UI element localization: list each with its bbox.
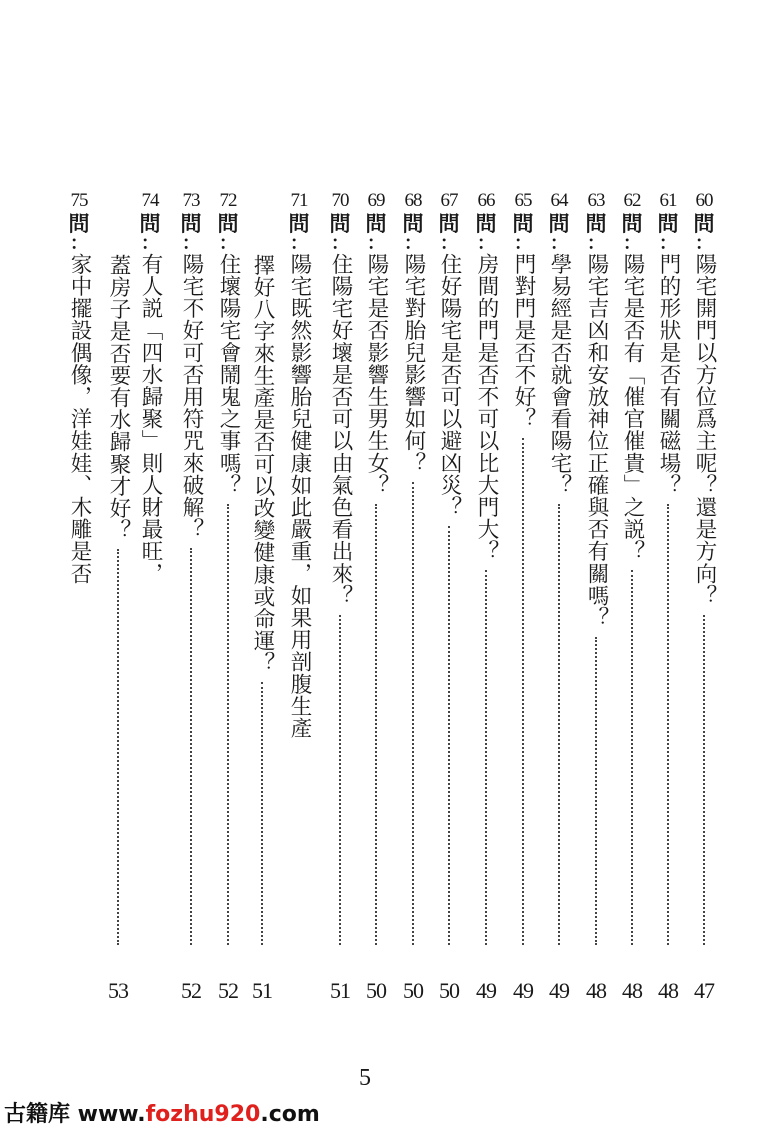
question-label: 問: [585, 211, 607, 236]
toc-entry[interactable]: [650, 190, 686, 496]
dot-leader: [227, 504, 231, 945]
question-colon: ：: [623, 233, 641, 254]
toc-page-ref: 52: [218, 978, 238, 1003]
question-number: 73: [182, 190, 200, 211]
toc-page-ref: 50: [403, 978, 423, 1003]
question-label: 問: [139, 211, 161, 236]
dot-leader: [595, 637, 599, 945]
toc-entry-continuation: [244, 254, 280, 674]
toc-entry[interactable]: [614, 190, 650, 562]
question-colon: ：: [587, 233, 605, 254]
question-number: 70: [331, 190, 349, 211]
toc-entry[interactable]: [431, 190, 467, 518]
question-label: 問: [68, 211, 90, 236]
toc-page-ref: 48: [622, 978, 642, 1003]
question-text: 住好陽宅是否可以避凶災？: [437, 253, 462, 519]
toc-entry-continuation: [100, 254, 136, 541]
question-number: 68: [404, 190, 422, 211]
question-colon: ：: [550, 233, 568, 254]
question-text: 家中擺設偶像，洋娃娃、木雕是否: [67, 253, 92, 585]
question-number: 65: [514, 190, 532, 211]
question-colon: ：: [367, 233, 385, 254]
toc-entry[interactable]: [281, 190, 317, 739]
question-number: 61: [659, 190, 677, 211]
question-label: 問: [548, 211, 570, 236]
question-colon: ：: [219, 233, 237, 254]
toc-entry[interactable]: [578, 190, 614, 629]
question-label: 問: [217, 211, 239, 236]
question-number: 66: [477, 190, 495, 211]
question-label: 問: [438, 211, 460, 236]
question-number: 67: [440, 190, 458, 211]
toc-page-ref: 49: [549, 978, 569, 1003]
question-text: 陽宅是否有「催官催貴」之説？: [620, 253, 645, 563]
dot-leader: [339, 615, 343, 945]
question-colon: ：: [141, 233, 159, 254]
dot-leader: [703, 615, 707, 945]
dot-leader: [375, 504, 379, 945]
toc-page-ref: 48: [586, 978, 606, 1003]
dot-leader: [190, 548, 194, 945]
dot-leader: [117, 549, 121, 945]
toc-entry[interactable]: [132, 190, 168, 585]
question-text: 陽宅不好可否用符咒來破解？: [179, 253, 204, 541]
question-label: 問: [512, 211, 534, 236]
question-text: 陽宅對胎兒影響如何？: [401, 253, 426, 474]
question-text: 房間的門是否不可以比大門大？: [474, 253, 499, 563]
question-colon: ：: [659, 233, 677, 254]
dot-leader: [667, 504, 671, 945]
toc-page-ref: 49: [476, 978, 496, 1003]
question-text: 住陽宅好壞是否可以由氣色看出來？: [328, 253, 353, 607]
question-text: 陽宅既然影響胎兒健康如此嚴重，如果用剖腹生產: [287, 253, 312, 740]
question-number: 74: [141, 190, 159, 211]
watermark-brand: fozhu920: [145, 1102, 261, 1127]
question-colon: ：: [290, 233, 308, 254]
question-colon: ：: [331, 233, 349, 254]
question-colon: ：: [70, 233, 88, 254]
question-colon: ：: [514, 233, 532, 254]
question-number: 69: [367, 190, 385, 211]
question-number: 63: [587, 190, 605, 211]
question-label: 問: [657, 211, 679, 236]
toc-page-ref: 49: [513, 978, 533, 1003]
question-label: 問: [621, 211, 643, 236]
toc-page-ref: 48: [658, 978, 678, 1003]
question-number: 64: [550, 190, 568, 211]
question-label: 問: [693, 211, 715, 236]
question-text: 有人説「四水歸聚」則人財最旺，: [138, 253, 163, 585]
dot-leader: [261, 682, 265, 945]
site-watermark[interactable]: [4, 1097, 320, 1128]
dot-leader: [412, 482, 416, 945]
question-colon: ：: [182, 233, 200, 254]
page-number: 5: [359, 1065, 371, 1091]
question-label: 問: [288, 211, 310, 236]
toc-entry[interactable]: [322, 190, 358, 607]
question-text: 住壞陽宅會鬧鬼之事嗎？: [216, 253, 241, 497]
toc-entry[interactable]: [61, 190, 97, 585]
toc-entry[interactable]: [505, 190, 541, 430]
question-number: 60: [695, 190, 713, 211]
toc-page-ref: 51: [330, 978, 350, 1003]
question-label: 問: [180, 211, 202, 236]
dot-leader: [631, 570, 635, 945]
toc-page-ref: 50: [439, 978, 459, 1003]
question-label: 問: [475, 211, 497, 236]
question-label: 問: [329, 211, 351, 236]
question-text-continued: 擇好八字來生產是否可以改變健康或命運？: [250, 254, 275, 674]
toc-page-ref: 53: [108, 978, 128, 1003]
question-colon: ：: [440, 233, 458, 254]
dot-leader: [558, 504, 562, 945]
toc-page-ref: 47: [694, 978, 714, 1003]
toc-entry[interactable]: [541, 190, 577, 496]
question-number: 71: [290, 190, 308, 211]
question-text: 學易經是否就會看陽宅？: [547, 253, 572, 497]
toc-entry[interactable]: [358, 190, 394, 496]
question-label: 問: [402, 211, 424, 236]
question-text: 門的形狀是否有關磁場？: [656, 253, 681, 497]
question-colon: ：: [477, 233, 495, 254]
toc-page-ref: 50: [366, 978, 386, 1003]
dot-leader: [485, 570, 489, 945]
watermark-suffix: .com: [260, 1102, 320, 1127]
toc-entry[interactable]: [686, 190, 722, 607]
question-text-continued: 蓋房子是否要有水歸聚才好？: [106, 254, 131, 542]
dot-leader: [448, 526, 452, 945]
question-text: 門對門是否不好？: [511, 253, 536, 430]
toc-page-ref: 51: [252, 978, 272, 1003]
question-colon: ：: [695, 233, 713, 254]
question-text: 陽宅是否影響生男生女？: [364, 253, 389, 497]
toc-entry[interactable]: [173, 190, 209, 540]
dot-leader: [522, 438, 526, 945]
question-number: 75: [70, 190, 88, 211]
question-colon: ：: [404, 233, 422, 254]
question-number: 62: [623, 190, 641, 211]
question-label: 問: [365, 211, 387, 236]
toc-entry[interactable]: [395, 190, 431, 474]
question-number: 72: [219, 190, 237, 211]
question-text: 陽宅開門以方位爲主呢？還是方向？: [692, 253, 717, 607]
watermark-prefix: 古籍库 www.: [4, 1102, 146, 1127]
question-text: 陽宅吉凶和安放神位正確與否有關嗎？: [584, 253, 609, 629]
toc-entry[interactable]: [210, 190, 246, 496]
toc-page-ref: 52: [181, 978, 201, 1003]
toc-entry[interactable]: [468, 190, 504, 562]
